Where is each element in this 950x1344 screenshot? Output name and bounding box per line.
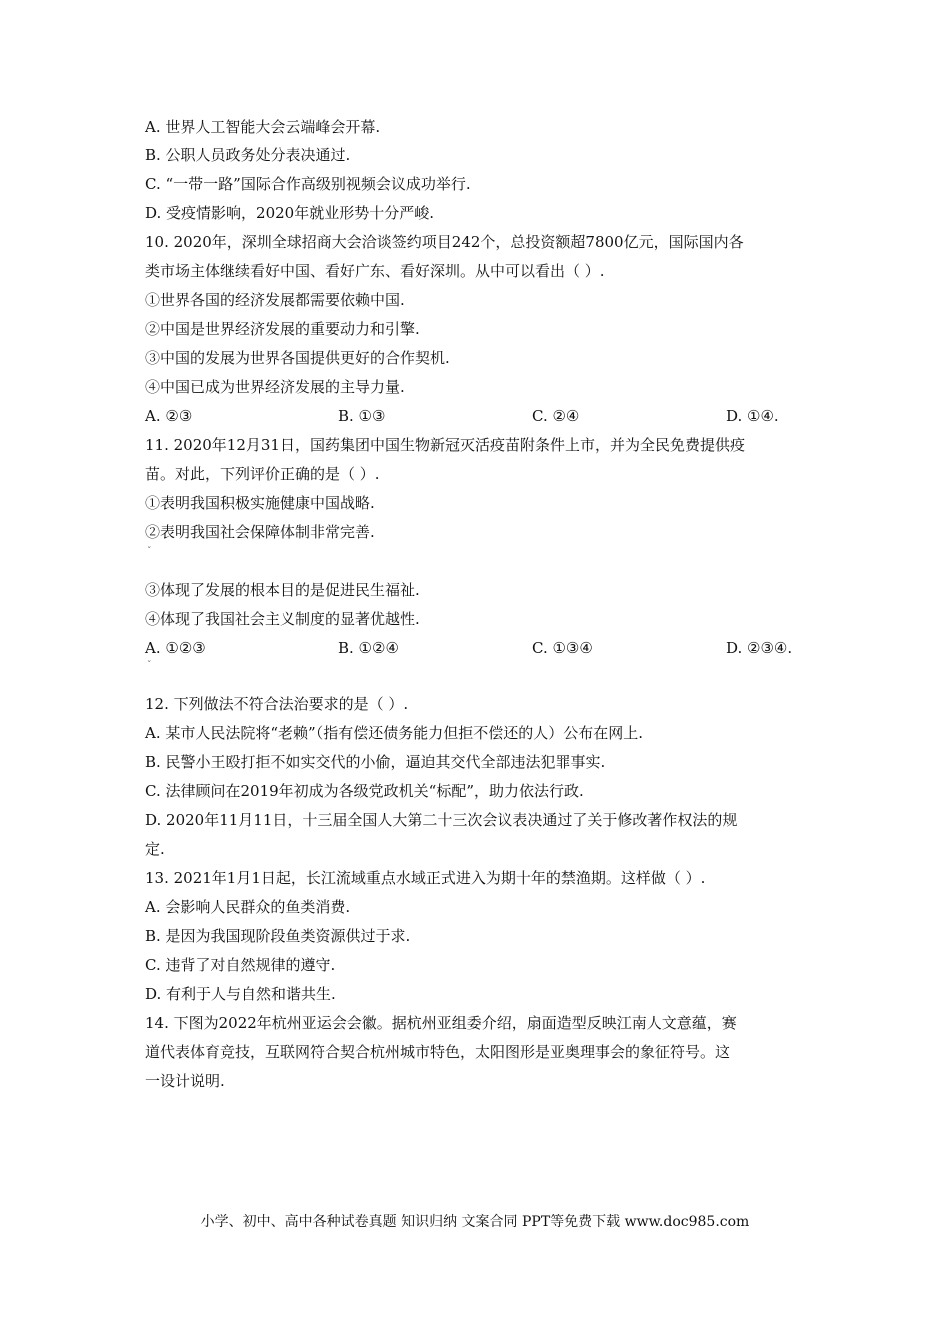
q12-stem: 12. 下列做法不符合法治要求的是（ ）.	[145, 695, 409, 713]
q12-option-b: B. 民警小王殴打拒不如实交代的小偷，逼迫其交代全部违法犯罪事实.	[145, 753, 606, 771]
page-footer: 小学、初中、高中各种试卷真题 知识归纳 文案合同 PPT等免费下载 www.doc985.com	[200, 1214, 750, 1230]
q10-item-4: ④中国已成为世界经济发展的主导力量.	[145, 378, 405, 396]
q13-option-b: B. 是因为我国现阶段鱼类资源供过于求.	[145, 927, 411, 945]
q12-option-d: D. 2020年11月11日，十三届全国人大第二十三次会议表决通过了关于修改著作权法的规	[145, 811, 738, 829]
q9-option-b: B. 公职人员政务处分表决通过.	[145, 146, 351, 164]
q11-option-c: C. ①③④	[532, 639, 593, 657]
q10-option-c: C. ②④	[532, 407, 580, 425]
paragraph-mark: ˇ	[147, 661, 152, 671]
q10-option-d: D. ①④.	[726, 407, 779, 425]
q11-item-3: ③体现了发展的根本目的是促进民生福祉.	[145, 581, 420, 599]
q12-option-d-cont: 定.	[145, 840, 165, 858]
q12-option-a: A. 某市人民法院将“老赖”（指有偿还债务能力但拒不偿还的人）公布在网上.	[145, 724, 643, 742]
q11-item-1: ①表明我国积极实施健康中国战略.	[145, 494, 375, 512]
q10-item-2: ②中国是世界经济发展的重要动力和引擎.	[145, 320, 420, 338]
q14-stem-line3: 一设计说明.	[145, 1072, 225, 1090]
q10-item-3: ③中国的发展为世界各国提供更好的合作契机.	[145, 349, 450, 367]
q12-option-c: C. 法律顾问在2019年初成为各级党政机关“标配”，助力依法行政.	[145, 782, 584, 800]
q13-option-d: D. 有利于人与自然和谐共生.	[145, 985, 336, 1003]
paragraph-mark: ˇ	[147, 547, 152, 557]
q10-item-1: ①世界各国的经济发展都需要依赖中国.	[145, 291, 405, 309]
q10-stem-line2: 类市场主体继续看好中国、看好广东、看好深圳。从中可以看出（ ）.	[145, 262, 605, 280]
q11-item-4: ④体现了我国社会主义制度的显著优越性.	[145, 610, 420, 628]
q9-option-a: A. 世界人工智能大会云端峰会开幕.	[145, 118, 381, 136]
q11-option-a: A. ①②③	[145, 639, 206, 657]
q14-stem-line1: 14. 下图为2022年杭州亚运会会徽。据杭州亚组委介绍，扇面造型反映江南人文意蕴，赛	[145, 1014, 737, 1032]
q9-option-d: D. 受疫情影响，2020年就业形势十分严峻.	[145, 204, 434, 222]
q13-option-c: C. 违背了对自然规律的遵守.	[145, 956, 336, 974]
q13-option-a: A. 会影响人民群众的鱼类消费.	[145, 898, 351, 916]
q13-stem: 13. 2021年1月1日起，长江流域重点水域正式进入为期十年的禁渔期。这样做（ ）.	[145, 869, 706, 887]
q11-option-b: B. ①②④	[338, 639, 399, 657]
q11-option-d: D. ②③④.	[726, 639, 793, 657]
q9-option-c: C. “一带一路”国际合作高级别视频会议成功举行.	[145, 175, 471, 193]
q10-option-a: A. ②③	[145, 407, 193, 425]
q11-stem-line2: 苗。对此，下列评价正确的是（ ）.	[145, 465, 380, 483]
q10-option-b: B. ①③	[338, 407, 386, 425]
q11-stem-line1: 11. 2020年12月31日，国药集团中国生物新冠灭活疫苗附条件上市，并为全民免费提供疫	[145, 436, 745, 454]
q14-stem-line2: 道代表体育竞技，互联网符合契合杭州城市特色，太阳图形是亚奥理事会的象征符号。这	[145, 1043, 731, 1061]
q11-item-2: ②表明我国社会保障体制非常完善.	[145, 523, 375, 541]
q10-stem-line1: 10. 2020年，深圳全球招商大会洽谈签约项目242个，总投资额超7800亿元，国际国内各	[145, 233, 744, 251]
